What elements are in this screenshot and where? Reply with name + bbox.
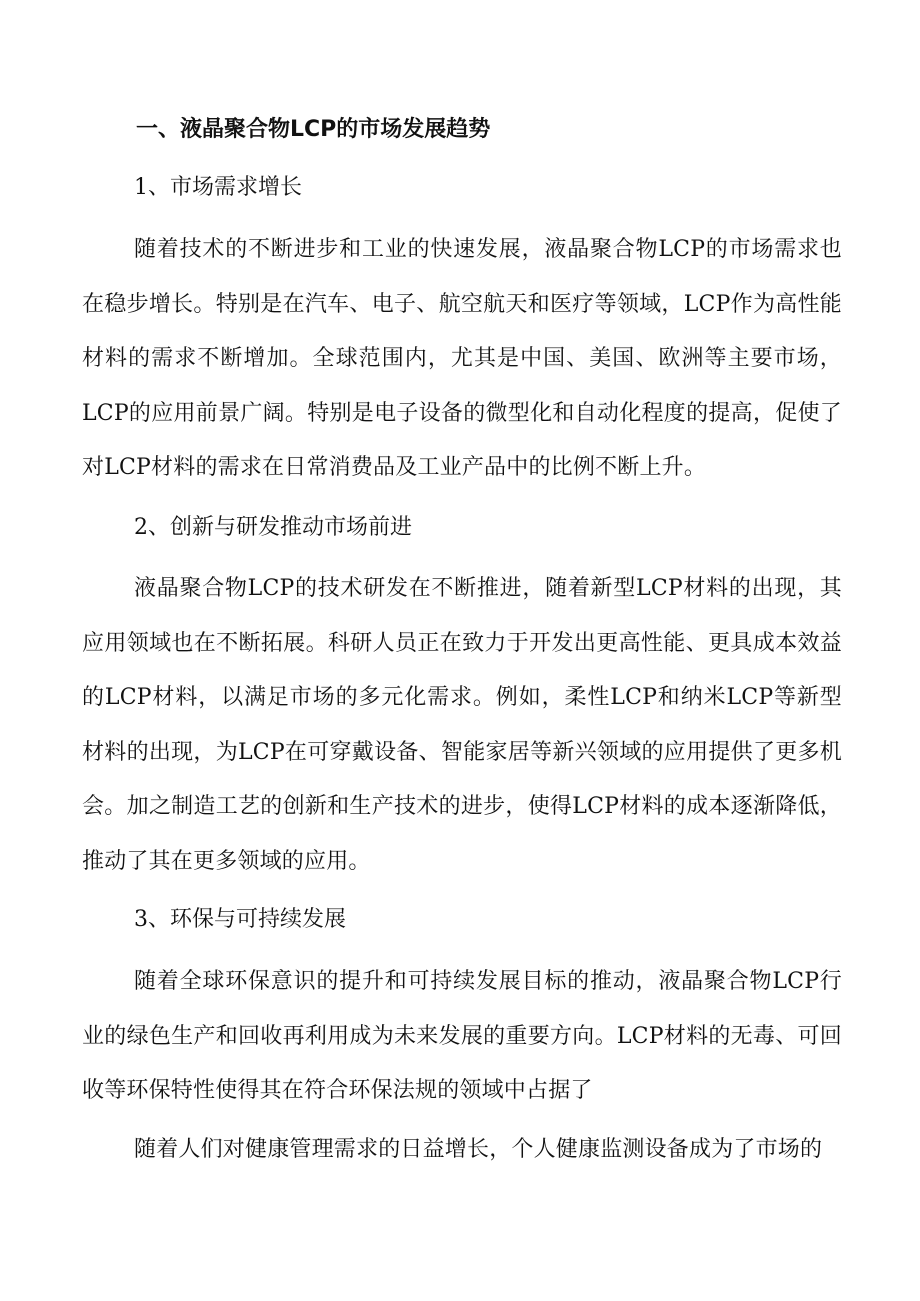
paragraph-sustainability: 随着全球环保意识的提升和可持续发展目标的推动，液晶聚合物LCP行业的绿色生产和回收再利用成为未来发展的重要方向。LCP材料的无毒、可回收等环保特性使得其在符合环保法规的领域中占据了 (82, 969, 842, 1103)
subsection-title-3: 3、环保与可持续发展 (134, 907, 346, 932)
subsection-title-1: 1、市场需求增长 (134, 175, 302, 200)
paragraph-market-demand: 随着技术的不断进步和工业的快速发展，液晶聚合物LCP的市场需求也在稳步增长。特别是在汽车、电子、航空航天和医疗等领域，LCP作为高性能材料的需求不断增加。全球范围内，尤其是中国、美国、欧洲等主要市场，LCP的应用前景广阔。特别是电子设备的微型化和自动化程度的提高，促使了对LCP材料的需求在日常消费品及工业产品中的比例不断上升。 (82, 237, 842, 480)
paragraph-innovation: 液晶聚合物LCP的技术研发在不断推进，随着新型LCP材料的出现，其应用领域也在不断拓展。科研人员正在致力于开发出更高性能、更具成本效益的LCP材料，以满足市场的多元化需求。例如，柔性LCP和纳米LCP等新型材料的出现，为LCP在可穿戴设备、智能家居等新兴领域的应用提供了更多机会。加之制造工艺的创新和生产技术的进步，使得LCP材料的成本逐渐降低，推动了其在更多领域的应用。 (82, 576, 842, 874)
subsection-title-2: 2、创新与研发推动市场前进 (134, 515, 412, 540)
section-heading: 一、液晶聚合物LCP的市场发展趋势 (136, 117, 491, 142)
paragraph-health-devices: 随着人们对健康管理需求的日益增长，个人健康监测设备成为了市场的 (134, 1137, 823, 1162)
